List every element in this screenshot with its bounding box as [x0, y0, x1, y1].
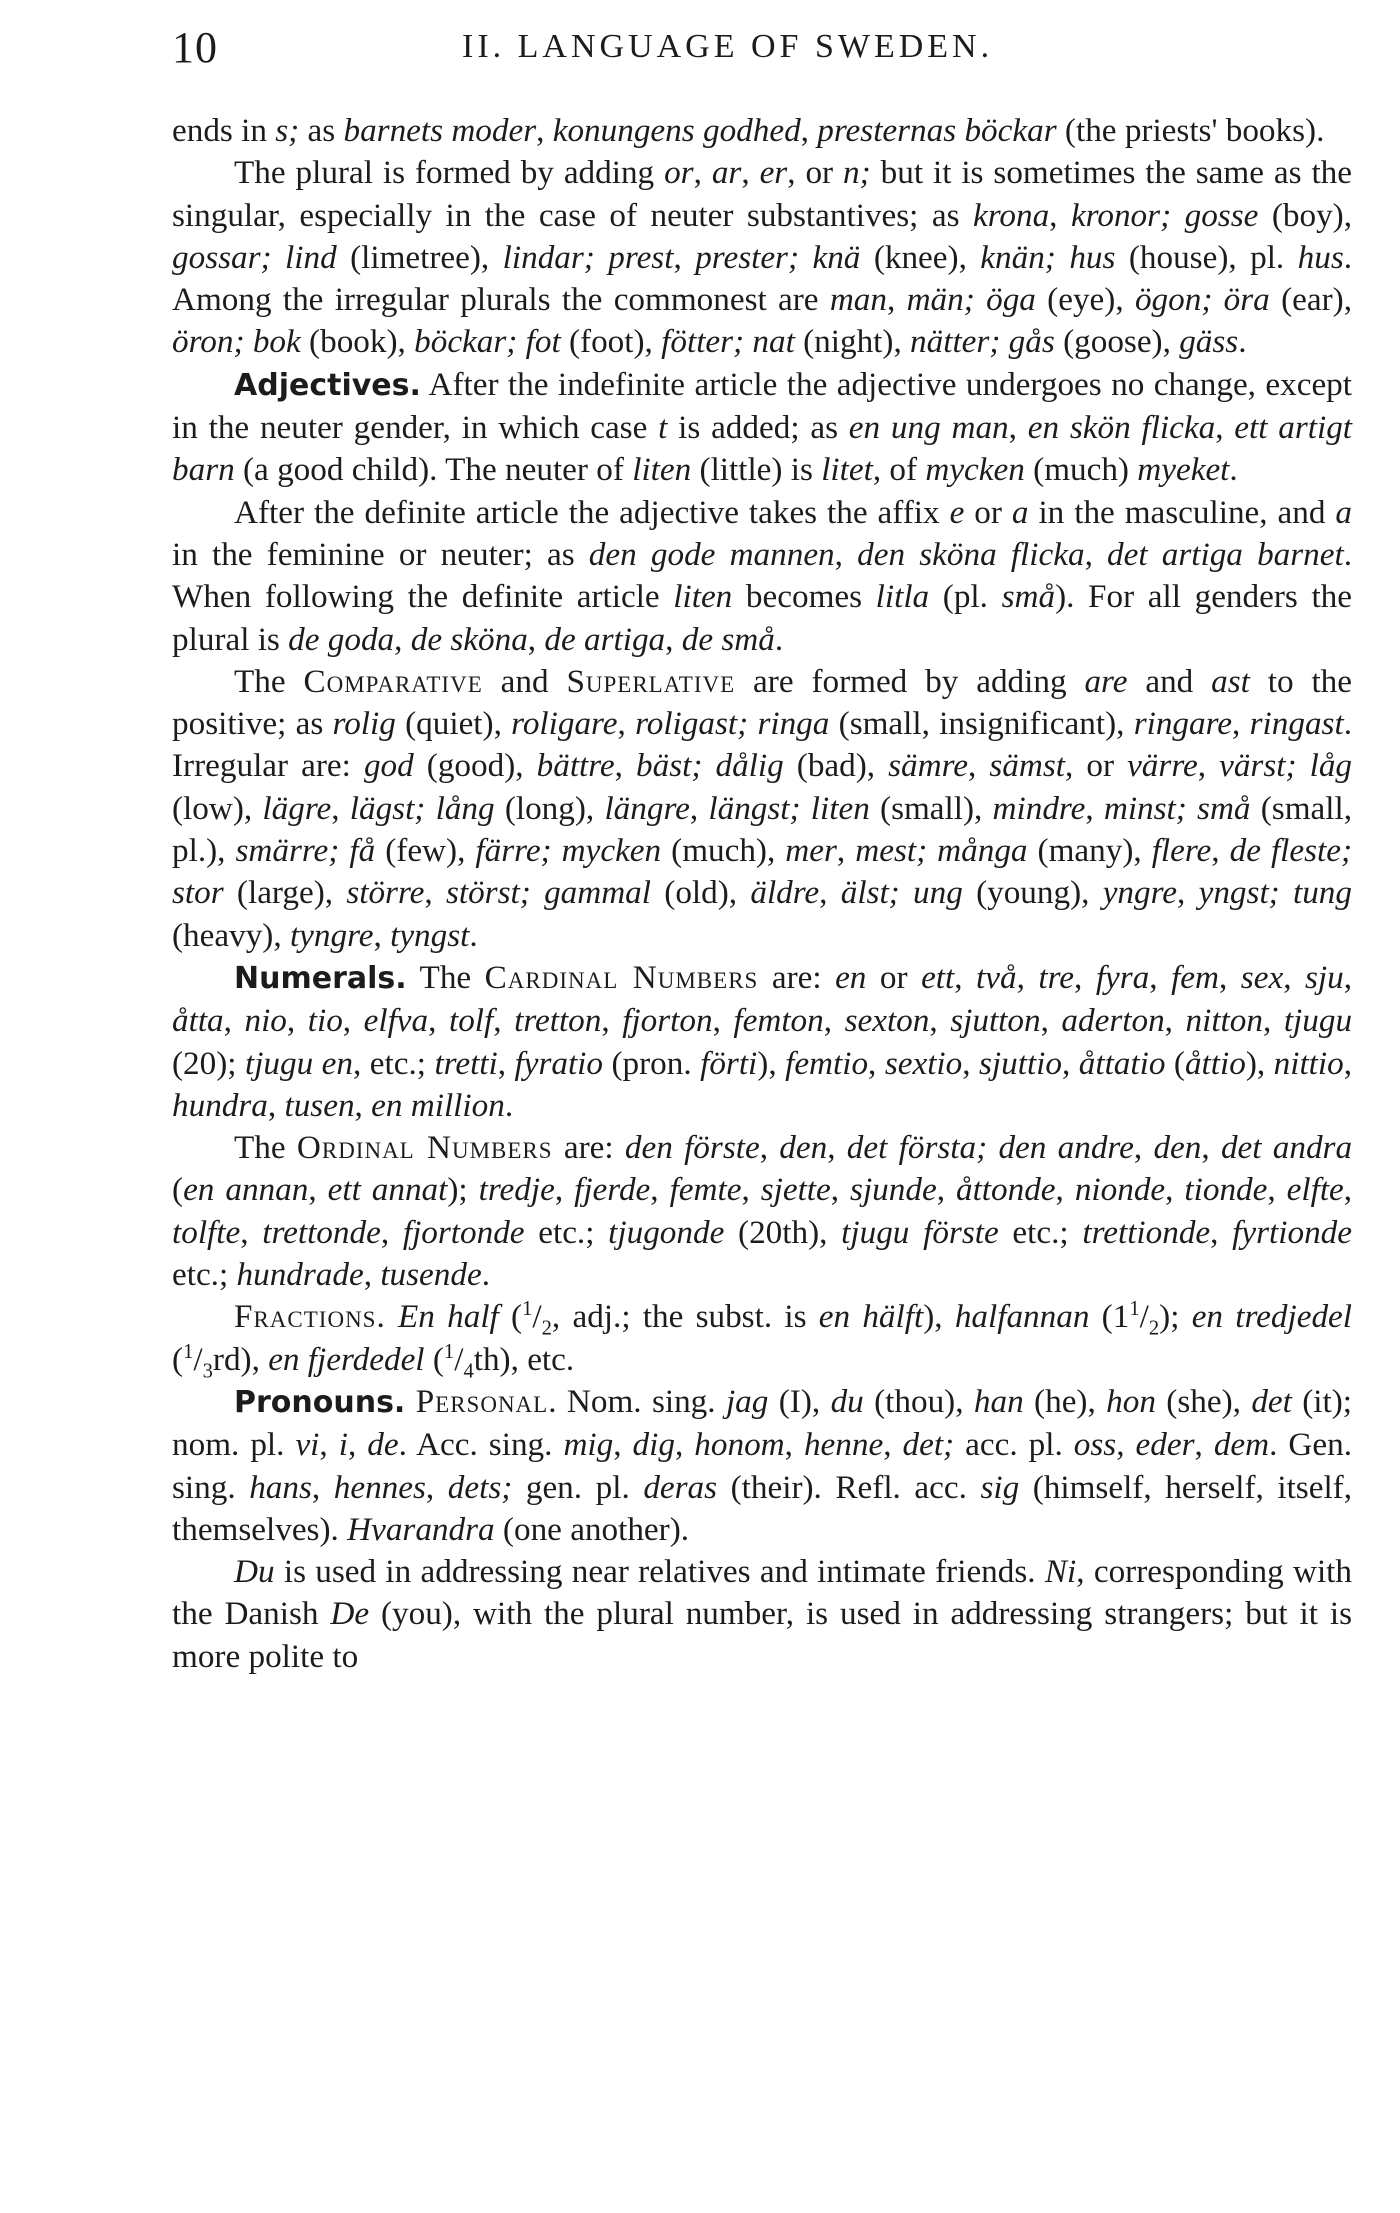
- paragraph: Pronouns. Personal. Nom. sing. jag (I), du (thou), han (he), hon (she), det (it); nom. pl. vi, i, de. Acc. sing. mig, dig, honom, henne, det; acc. pl. oss, eder, dem. Gen. sing. hans, hennes, dets; gen. pl. deras (their). Refl. acc. sig (himself, herself, itself, themselves). Hvarandra (one another).: [172, 1382, 1353, 1548]
- paragraph: The Comparative and Superlative are formed by adding are and ast to the positive; as rolig (quiet), roligare, roligast; ringa (small, insignificant), ringare, ringast. Irregular are: god (good), bättre, bäst; dålig (bad), sämre, sämst, or värre, värst; låg (low), lägre, lägst; lång (long), längre, längst; liten (small), mindre, minst; små (small, pl.), smärre; få (few), färre; mycken (much), mer, mest; många (many), flere, de fleste; stor (large), större, störst; gammal (old), äldre, älst; ung (young), yngre, yngst; tung (heavy), tyngre, tyngst.: [172, 662, 1353, 954]
- paragraph: Adjectives. After the indefinite article the adjective undergoes no change, except in the neuter gender, in which case t is added; as en ung man, en skön flicka, ett artigt barn (a good child). The neuter of liten (little) is litet, of mycken (much) myeket.: [172, 365, 1353, 489]
- body-text: [172, 110, 1352, 1678]
- book-page: [172, 22, 1352, 1678]
- page-number: 10: [172, 23, 218, 72]
- paragraph: The plural is formed by adding or, ar, er, or n; but it is sometimes the same as the singular, especially in the case of neuter substantives; as krona, kronor; gosse (boy), gossar; lind (limetree), lindar; prest, prester; knä (knee), knän; hus (house), pl. hus. Among the irregular plurals the commonest are man, män; öga (eye), ögon; öra (ear), öron; bok (book), böckar; fot (foot), fötter; nat (night), nätter; gås (goose), gäss.: [172, 154, 1353, 361]
- running-title: II. LANGUAGE OF SWEDEN.: [462, 28, 994, 65]
- paragraph: After the definite article the adjective takes the affix e or a in the masculine, and a in the feminine or neuter; as den gode mannen, den sköna flicka, det artiga barnet. When following the definite article liten becomes litla (pl. små). For all genders the plural is de goda, de sköna, de artiga, de små.: [172, 493, 1353, 658]
- running-head: [172, 22, 1352, 74]
- paragraph: Du is used in addressing near relatives and intimate friends. Ni, corresponding with the Danish De (you), with the plural number, is used in addressing strangers; but it is more polite to: [172, 1553, 1352, 1675]
- paragraph: ends in s; as barnets moder, konungens godhed, presternas böckar (the priests' books).: [172, 112, 1325, 149]
- paragraph: Numerals. The Cardinal Numbers are: en or ett, två, tre, fyra, fem, sex, sju, åtta, nio, tio, elfva, tolf, tretton, fjorton, femton, sexton, sjutton, aderton, nitton, tjugu (20); tjugu en, etc.; tretti, fyratio (pron. förti), femtio, sextio, sjuttio, åttatio (åttio), nittio, hundra, tusen, en million.: [172, 958, 1353, 1124]
- paragraph: Fractions. En half ($^1/_2$, adj.; the subst. is en hälft), halfannan $(1^1/_2)$; en tredjedel $(^1/_3rd)$, en fjerdedel $(^1/_4th)$, etc.: [172, 1298, 1352, 1383]
- paragraph: The Ordinal Numbers are: den förste, den, det första; den andre, den, det andra (en annan, ett annat); tredje, fjerde, femte, sjette, sjunde, åttonde, nionde, tionde, elfte, tolfte, trettonde, fjortonde etc.; tjugonde (20th), tjugu förste etc.; trettionde, fyrtionde etc.; hundrade, tusende.: [172, 1129, 1353, 1294]
